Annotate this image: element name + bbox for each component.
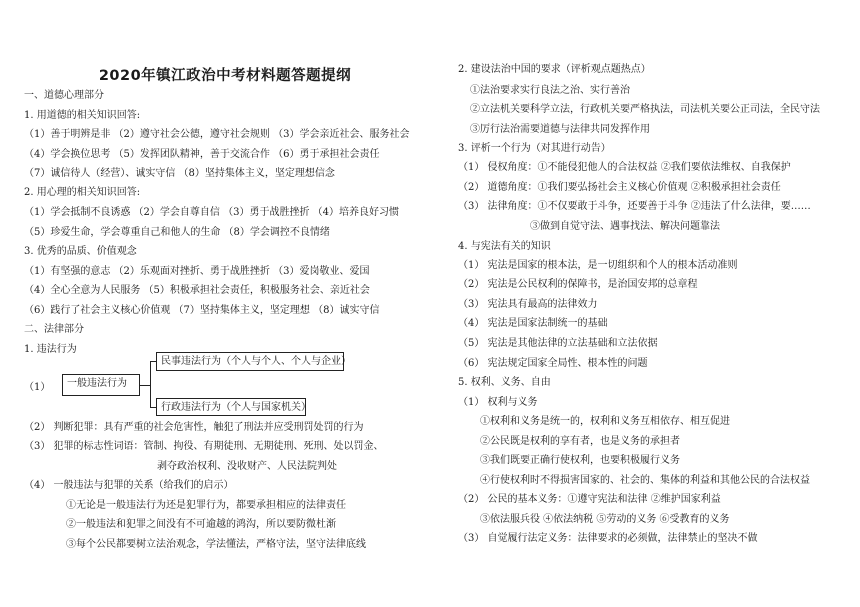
text-line: （1） 侵权角度：①不能侵犯他人的合法权益 ②我们要依法维权、自我保护	[458, 162, 791, 173]
text-line: ①权利和义务是统一的，权利和义务互相依存、相互促进	[480, 416, 730, 427]
text-line: ③我们既要正确行使权利，也要积极履行义务	[480, 455, 680, 466]
page-title: 2020年镇江政治中考材料题答题提纲	[98, 68, 352, 84]
text-line: ②立法机关要科学立法，行政机关要严格执法，司法机关要公正司法，全民守法	[470, 104, 820, 115]
text-line: ②一般违法和犯罪之间没有不可逾越的鸿沟，所以要防微杜渐	[66, 519, 336, 530]
connector-line	[140, 385, 150, 386]
section-law: 二、法律部分	[24, 324, 84, 335]
text-line: （2） 判断犯罪：具有严重的社会危害性，触犯了刑法并应受刑罚处罚的行为	[24, 422, 364, 433]
text-line: （4）全心全意为人民服务 （5）积极承担社会责任，积极服务社会、亲近社会	[24, 285, 370, 296]
text-line: ③依法服兵役 ④依法纳税 ⑤劳动的义务 ⑥受教育的义务	[480, 514, 730, 525]
text-line: ③每个公民都要树立法治观念，学法懂法，严格守法，坚守法律底线	[66, 539, 366, 550]
text-line: （1）善于明辨是非 （2）遵守社会公德，遵守社会规则 （3）学会亲近社会、服务社会	[24, 129, 410, 140]
text-line: ③做到自觉守法、遇事找法、解决问题靠法	[530, 221, 720, 232]
text-line: （5） 宪法是其他法律的立法基础和立法依据	[458, 338, 658, 349]
heading-constitution: 4. 与宪法有关的知识	[458, 241, 551, 252]
text-line: ①法治要求实行良法之治、实行善治	[470, 85, 630, 96]
heading-psychology: 2. 用心理的相关知识回答:	[24, 187, 141, 198]
section-moral-psychology: 一、道德心理部分	[24, 90, 104, 101]
text-line: ③厉行法治需要道德与法律共同发挥作用	[470, 124, 650, 135]
bracket-line	[150, 361, 151, 407]
text-line: （1）学会抵制不良诱惑 （2）学会自尊自信 （3）勇于战胜挫折 （4）培养良好习惯	[24, 207, 399, 218]
item-number: （1）	[24, 382, 51, 393]
text-line: ②公民既是权利的享有者，也是义务的承担者	[480, 436, 680, 447]
heading-evaluate-behavior: 3. 评析一个行为（对其进行动告）	[458, 143, 611, 154]
text-line: （4） 一般违法与犯罪的关系（给我们的启示）	[24, 480, 234, 491]
text-line: ④行使权利时不得损害国家的、社会的、集体的利益和其他公民的合法权益	[480, 475, 810, 486]
text-line: （7）诚信待人（经营）、诚实守信 （8）坚持集体主义，坚定理想信念	[24, 168, 335, 179]
text-line: （3） 宪法具有最高的法律效力	[458, 299, 598, 310]
text-line: （2） 宪法是公民权利的保障书，是治国安邦的总章程	[458, 279, 698, 290]
general-illegal-act-box: 一般违法行为	[62, 374, 140, 396]
text-line: （3） 法律角度：①不仅要敢于斗争，还要善于斗争 ②违法了什么法律，要……	[458, 201, 811, 212]
text-line: （6） 宪法规定国家全局性、根本性的问题	[458, 358, 648, 369]
text-line: （1） 权利与义务	[458, 397, 538, 408]
text-line: （4）学会换位思考 （5）发挥团队精神，善于交流合作 （6）勇于承担社会责任	[24, 149, 380, 160]
text-line: （2） 公民的基本义务：①遵守宪法和法律 ②维护国家利益	[458, 494, 721, 505]
heading-morality: 1. 用道德的相关知识回答:	[24, 110, 141, 121]
text-line: （1）有坚强的意志 （2）乐观面对挫折、勇于战胜挫折 （3）爱岗敬业、爱国	[24, 266, 370, 277]
text-line: （6）践行了社会主义核心价值观 （7）坚持集体主义，坚定理想 （8）诚实守信	[24, 305, 380, 316]
civil-illegal-act-box: 民事违法行为（个人与个人、个人与企业）	[156, 352, 344, 371]
heading-illegal-acts: 1. 违法行为	[24, 344, 77, 355]
text-line: （4） 宪法是国家法制统一的基础	[458, 318, 608, 329]
heading-rights-duties: 5. 权利、义务、自由	[458, 377, 551, 388]
text-line: （3） 犯罪的标志性词语：管制、拘役、有期徒刑、无期徒刑、死刑、处以罚金、	[24, 441, 384, 452]
text-line: （1） 宪法是国家的根本法，是一切组织和个人的根本活动准则	[458, 260, 738, 271]
administrative-illegal-act-box: 行政违法行为（个人与国家机关）	[156, 398, 306, 416]
heading-rule-of-law: 2. 建设法治中国的要求（评析观点题热点）	[458, 64, 651, 75]
text-line: 剥夺政治权利、没收财产、人民法院判处	[157, 461, 337, 472]
text-line: （5）珍爱生命，学会尊重自己和他人的生命 （8）学会调控不良情绪	[24, 227, 330, 238]
text-line: （2） 道德角度：①我们要弘扬社会主义核心价值观 ②积极承担社会责任	[458, 182, 781, 193]
text-line: （3） 自觉履行法定义务：法律要求的必须做，法律禁止的坚决不做	[458, 533, 758, 544]
text-line: ①无论是一般违法行为还是犯罪行为，都要承担相应的法律责任	[66, 500, 346, 511]
heading-qualities: 3. 优秀的品质、价值观念	[24, 246, 137, 257]
